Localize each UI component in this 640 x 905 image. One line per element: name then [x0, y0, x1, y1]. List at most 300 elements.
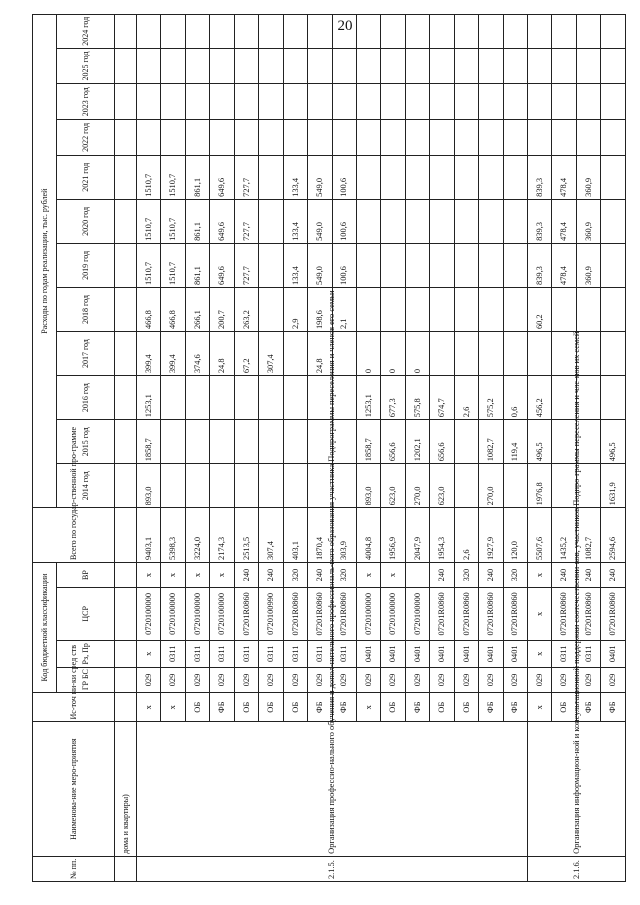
- total-cell: 5507,6: [528, 508, 552, 563]
- year-value-cell: [601, 84, 626, 120]
- year-value-cell: [405, 199, 429, 243]
- year-value-cell: [283, 464, 307, 508]
- vr-cell: 320: [332, 562, 356, 587]
- year-value-cell: [259, 464, 283, 508]
- grbs-cell: 029: [185, 667, 209, 692]
- year-value-cell: 656,6: [381, 420, 405, 464]
- rzpr-cell: 0401: [381, 640, 405, 667]
- year-value-cell: [308, 84, 332, 120]
- header-grbs: ГР БС: [57, 667, 115, 692]
- year-value-cell: [430, 332, 454, 376]
- year-value-cell: [405, 48, 429, 84]
- year-value-cell: [283, 84, 307, 120]
- year-value-cell: [185, 15, 209, 49]
- cell: [115, 199, 137, 243]
- year-value-cell: 478,4: [552, 155, 576, 199]
- rzpr-cell: х: [137, 640, 161, 667]
- year-value-cell: [259, 15, 283, 49]
- year-value-cell: [137, 120, 161, 156]
- header-year: 2017 год: [57, 332, 115, 376]
- year-value-cell: 263,2: [234, 287, 258, 331]
- header-name: Наименова-ние меро-приятия: [33, 722, 115, 856]
- year-value-cell: 1631,9: [601, 464, 626, 508]
- year-value-cell: [283, 48, 307, 84]
- year-value-cell: 1510,7: [161, 243, 185, 287]
- csr-cell: 07201R0860: [454, 588, 478, 640]
- year-value-cell: [601, 287, 626, 331]
- csr-cell: 07201R0860: [234, 588, 258, 640]
- year-value-cell: [454, 84, 478, 120]
- total-cell: 1082,7: [576, 508, 600, 563]
- cell: [115, 332, 137, 376]
- year-value-cell: 1510,7: [137, 155, 161, 199]
- year-value-cell: [405, 243, 429, 287]
- year-value-cell: [454, 464, 478, 508]
- source-cell: ОБ: [454, 693, 478, 722]
- year-value-cell: [479, 287, 503, 331]
- grbs-cell: 029: [259, 667, 283, 692]
- year-value-cell: [259, 199, 283, 243]
- grbs-cell: 029: [601, 667, 626, 692]
- year-value-cell: [161, 84, 185, 120]
- year-value-cell: [552, 48, 576, 84]
- year-value-cell: 360,9: [576, 243, 600, 287]
- year-value-cell: [234, 48, 258, 84]
- year-value-cell: [259, 84, 283, 120]
- year-value-cell: [356, 84, 380, 120]
- year-value-cell: [430, 84, 454, 120]
- year-value-cell: [161, 420, 185, 464]
- rzpr-cell: 0311: [576, 640, 600, 667]
- year-value-cell: 1510,7: [161, 155, 185, 199]
- source-cell: ФБ: [405, 693, 429, 722]
- year-value-cell: 399,4: [161, 332, 185, 376]
- grbs-cell: 029: [308, 667, 332, 692]
- year-value-cell: [479, 15, 503, 49]
- year-value-cell: [381, 243, 405, 287]
- csr-cell: 0720100000: [161, 588, 185, 640]
- source-cell: х: [356, 693, 380, 722]
- year-value-cell: [405, 287, 429, 331]
- vr-cell: 320: [454, 562, 478, 587]
- year-value-cell: 1253,1: [137, 376, 161, 420]
- year-value-cell: [601, 243, 626, 287]
- year-value-cell: [210, 464, 234, 508]
- source-cell: ОБ: [259, 693, 283, 722]
- csr-cell: 07201R0860: [308, 588, 332, 640]
- year-value-cell: 727,7: [234, 199, 258, 243]
- rzpr-cell: 0311: [234, 640, 258, 667]
- year-value-cell: [185, 120, 209, 156]
- grbs-cell: 029: [283, 667, 307, 692]
- total-cell: 9403,1: [137, 508, 161, 563]
- total-cell: 307,4: [259, 508, 283, 563]
- csr-cell: 07201R0860: [332, 588, 356, 640]
- vr-cell: х: [381, 562, 405, 587]
- year-value-cell: [454, 48, 478, 84]
- grbs-cell: 029: [234, 667, 258, 692]
- year-value-cell: 1858,7: [356, 420, 380, 464]
- grbs-cell: 029: [576, 667, 600, 692]
- year-value-cell: [503, 120, 527, 156]
- source-cell: ФБ: [503, 693, 527, 722]
- grbs-cell: 029: [405, 667, 429, 692]
- year-value-cell: [234, 420, 258, 464]
- year-value-cell: 2,9: [283, 287, 307, 331]
- rzpr-cell: 0311: [185, 640, 209, 667]
- year-value-cell: [479, 199, 503, 243]
- vr-cell: х: [210, 562, 234, 587]
- year-value-cell: [454, 420, 478, 464]
- year-value-cell: [332, 15, 356, 49]
- year-value-cell: [332, 120, 356, 156]
- year-value-cell: 266,1: [185, 287, 209, 331]
- header-year: 2020 год: [57, 199, 115, 243]
- csr-cell: 07201R0860: [601, 588, 626, 640]
- year-value-cell: 119,4: [503, 420, 527, 464]
- source-cell: ОБ: [283, 693, 307, 722]
- year-value-cell: 839,3: [528, 243, 552, 287]
- year-value-cell: 649,6: [210, 199, 234, 243]
- rzpr-cell: 0311: [283, 640, 307, 667]
- cell: [115, 856, 137, 881]
- vr-cell: х: [137, 562, 161, 587]
- year-value-cell: [259, 155, 283, 199]
- year-value-cell: [137, 48, 161, 84]
- year-value-cell: [234, 84, 258, 120]
- vr-cell: 240: [430, 562, 454, 587]
- csr-cell: 0720100000: [405, 588, 429, 640]
- year-value-cell: [185, 420, 209, 464]
- header-no: № пп.: [33, 856, 115, 881]
- total-cell: 1956,9: [381, 508, 405, 563]
- header-year: 2025 год: [57, 48, 115, 84]
- year-value-cell: [601, 48, 626, 84]
- year-value-cell: 1510,7: [137, 243, 161, 287]
- year-value-cell: [332, 48, 356, 84]
- grbs-cell: 029: [552, 667, 576, 692]
- year-value-cell: [454, 332, 478, 376]
- year-value-cell: 360,9: [576, 155, 600, 199]
- header-year: 2024 год: [57, 15, 115, 49]
- year-value-cell: [137, 15, 161, 49]
- year-value-cell: [601, 199, 626, 243]
- year-value-cell: [479, 332, 503, 376]
- year-value-cell: [283, 15, 307, 49]
- year-value-cell: [381, 155, 405, 199]
- vr-cell: х: [356, 562, 380, 587]
- year-value-cell: [332, 84, 356, 120]
- csr-cell: 0720100000: [356, 588, 380, 640]
- year-value-cell: 374,6: [185, 332, 209, 376]
- year-value-cell: [430, 155, 454, 199]
- year-value-cell: 496,5: [528, 420, 552, 464]
- header-vr: ВР: [57, 562, 115, 587]
- total-cell: 1435,2: [552, 508, 576, 563]
- source-cell: х: [528, 693, 552, 722]
- header-year: 2016 год: [57, 376, 115, 420]
- year-value-cell: [430, 243, 454, 287]
- year-value-cell: 133,4: [283, 199, 307, 243]
- year-value-cell: [430, 199, 454, 243]
- year-value-cell: [454, 155, 478, 199]
- year-value-cell: [185, 48, 209, 84]
- year-value-cell: 861,1: [185, 243, 209, 287]
- cell: [115, 693, 137, 722]
- year-value-cell: [161, 15, 185, 49]
- budget-table: [32, 14, 626, 882]
- source-cell: ОБ: [381, 693, 405, 722]
- rzpr-cell: 0311: [161, 640, 185, 667]
- year-value-cell: [405, 155, 429, 199]
- year-value-cell: 466,8: [161, 287, 185, 331]
- continuation-row: [115, 15, 137, 882]
- header-budget-classification: Код бюджетной классификации: [33, 562, 57, 692]
- year-value-cell: [528, 84, 552, 120]
- total-cell: 2047,9: [405, 508, 429, 563]
- rzpr-cell: 0401: [503, 640, 527, 667]
- year-value-cell: [381, 287, 405, 331]
- year-value-cell: 674,7: [430, 376, 454, 420]
- csr-cell: 07201R0860: [283, 588, 307, 640]
- year-value-cell: [308, 15, 332, 49]
- year-value-cell: [259, 287, 283, 331]
- year-value-cell: [356, 287, 380, 331]
- year-value-cell: [430, 48, 454, 84]
- year-value-cell: [552, 287, 576, 331]
- year-value-cell: 623,0: [381, 464, 405, 508]
- vr-cell: х: [528, 562, 552, 587]
- year-value-cell: 496,5: [601, 420, 626, 464]
- header-source: Ис-точ ни-ки сред ств: [33, 693, 115, 722]
- header-year: 2021 год: [57, 155, 115, 199]
- year-value-cell: [234, 15, 258, 49]
- header-rzpr: Рз, Пр: [57, 640, 115, 667]
- year-value-cell: [503, 464, 527, 508]
- header-expenses: Расходы по годам реализации, тыс. рублей: [33, 15, 57, 508]
- vr-cell: х: [161, 562, 185, 587]
- cell: [115, 508, 137, 563]
- year-value-cell: 270,0: [405, 464, 429, 508]
- cell: [115, 420, 137, 464]
- vr-cell: 240: [259, 562, 283, 587]
- year-value-cell: [528, 120, 552, 156]
- year-value-cell: [479, 243, 503, 287]
- year-value-cell: [381, 120, 405, 156]
- total-cell: 2174,3: [210, 508, 234, 563]
- year-value-cell: 0: [405, 332, 429, 376]
- total-cell: 403,1: [283, 508, 307, 563]
- year-value-cell: 2,6: [454, 376, 478, 420]
- year-value-cell: [356, 15, 380, 49]
- year-value-cell: 1253,1: [356, 376, 380, 420]
- year-value-cell: [137, 84, 161, 120]
- total-cell: 2,6: [454, 508, 478, 563]
- year-value-cell: [503, 155, 527, 199]
- year-value-cell: [430, 120, 454, 156]
- year-value-cell: 727,7: [234, 155, 258, 199]
- year-value-cell: [234, 464, 258, 508]
- section-name: Организация информацион-ной и консультационной поддержки соотечественни-ков, участников Подпро-граммы переселения и чле-нов их семей: [528, 722, 626, 856]
- year-value-cell: 893,0: [356, 464, 380, 508]
- cell: [115, 588, 137, 640]
- year-value-cell: 456,2: [528, 376, 552, 420]
- year-value-cell: [259, 420, 283, 464]
- total-cell: 1954,3: [430, 508, 454, 563]
- source-cell: ОБ: [185, 693, 209, 722]
- year-value-cell: 649,6: [210, 155, 234, 199]
- year-value-cell: [479, 48, 503, 84]
- year-value-cell: [283, 120, 307, 156]
- year-value-cell: [185, 376, 209, 420]
- year-value-cell: 656,6: [430, 420, 454, 464]
- year-value-cell: [405, 84, 429, 120]
- rzpr-cell: 0311: [552, 640, 576, 667]
- year-value-cell: [356, 243, 380, 287]
- year-value-cell: 893,0: [137, 464, 161, 508]
- continuation-text: дома и квартиры): [115, 722, 137, 856]
- cell: [115, 15, 137, 49]
- page-number: 20: [337, 18, 353, 34]
- year-value-cell: [283, 376, 307, 420]
- year-value-cell: 549,0: [308, 243, 332, 287]
- rzpr-cell: 0311: [332, 640, 356, 667]
- total-cell: 303,9: [332, 508, 356, 563]
- year-value-cell: [259, 120, 283, 156]
- year-value-cell: [503, 84, 527, 120]
- year-value-cell: [601, 332, 626, 376]
- csr-cell: х: [528, 588, 552, 640]
- cell: [115, 48, 137, 84]
- total-cell: 4004,8: [356, 508, 380, 563]
- year-value-cell: 1202,1: [405, 420, 429, 464]
- year-value-cell: [576, 15, 600, 49]
- year-value-cell: 60,2: [528, 287, 552, 331]
- year-value-cell: 360,9: [576, 199, 600, 243]
- cell: [115, 120, 137, 156]
- year-value-cell: 67,2: [234, 332, 258, 376]
- year-value-cell: [161, 48, 185, 84]
- year-value-cell: [528, 332, 552, 376]
- year-value-cell: [405, 15, 429, 49]
- cell: [115, 243, 137, 287]
- csr-cell: 07201R0860: [430, 588, 454, 640]
- year-value-cell: 861,1: [185, 199, 209, 243]
- year-value-cell: [381, 84, 405, 120]
- grbs-cell: 029: [210, 667, 234, 692]
- source-cell: х: [161, 693, 185, 722]
- year-value-cell: [552, 120, 576, 156]
- year-value-cell: [503, 287, 527, 331]
- csr-cell: 07201R0860: [552, 588, 576, 640]
- grbs-cell: 029: [479, 667, 503, 692]
- year-value-cell: [210, 15, 234, 49]
- total-cell: 2513,5: [234, 508, 258, 563]
- year-value-cell: [601, 155, 626, 199]
- year-value-cell: 100,6: [332, 243, 356, 287]
- year-value-cell: [503, 332, 527, 376]
- header-year: 2022 год: [57, 120, 115, 156]
- year-value-cell: [185, 464, 209, 508]
- year-value-cell: [430, 15, 454, 49]
- year-value-cell: 133,4: [283, 243, 307, 287]
- source-cell: ФБ: [308, 693, 332, 722]
- source-cell: ФБ: [210, 693, 234, 722]
- header-year: 2018 год: [57, 287, 115, 331]
- year-value-cell: [161, 376, 185, 420]
- year-value-cell: [552, 84, 576, 120]
- year-value-cell: 133,4: [283, 155, 307, 199]
- year-value-cell: 0: [356, 332, 380, 376]
- source-cell: х: [137, 693, 161, 722]
- grbs-cell: 029: [430, 667, 454, 692]
- year-value-cell: [552, 15, 576, 49]
- vr-cell: 240: [479, 562, 503, 587]
- year-value-cell: 677,3: [381, 376, 405, 420]
- year-value-cell: [479, 84, 503, 120]
- rzpr-cell: 0401: [601, 640, 626, 667]
- rzpr-cell: 0401: [454, 640, 478, 667]
- year-value-cell: 839,3: [528, 199, 552, 243]
- year-value-cell: 307,4: [259, 332, 283, 376]
- year-value-cell: 861,1: [185, 155, 209, 199]
- header-year: 2015 год: [57, 420, 115, 464]
- year-value-cell: [259, 48, 283, 84]
- year-value-cell: 839,3: [528, 155, 552, 199]
- year-value-cell: 399,4: [137, 332, 161, 376]
- vr-cell: 320: [503, 562, 527, 587]
- year-value-cell: 478,4: [552, 199, 576, 243]
- year-value-cell: [503, 199, 527, 243]
- rzpr-cell: х: [528, 640, 552, 667]
- year-value-cell: [210, 48, 234, 84]
- year-value-cell: [283, 420, 307, 464]
- year-value-cell: 1976,8: [528, 464, 552, 508]
- year-value-cell: 1510,7: [137, 199, 161, 243]
- grbs-cell: 029: [356, 667, 380, 692]
- source-cell: ОБ: [430, 693, 454, 722]
- total-cell: 120,0: [503, 508, 527, 563]
- year-value-cell: [503, 243, 527, 287]
- csr-cell: 0720100000: [210, 588, 234, 640]
- year-value-cell: [576, 120, 600, 156]
- year-value-cell: [430, 287, 454, 331]
- vr-cell: 240: [552, 562, 576, 587]
- year-value-cell: [454, 199, 478, 243]
- table-row: [528, 15, 552, 882]
- year-value-cell: [528, 15, 552, 49]
- year-value-cell: [210, 376, 234, 420]
- rzpr-cell: 0311: [259, 640, 283, 667]
- header-year: 2014 год: [57, 464, 115, 508]
- vr-cell: [405, 562, 429, 587]
- year-value-cell: [210, 420, 234, 464]
- csr-cell: 0720100000: [381, 588, 405, 640]
- year-value-cell: [381, 48, 405, 84]
- total-cell: 5398,3: [161, 508, 185, 563]
- year-value-cell: [576, 287, 600, 331]
- vr-cell: 320: [283, 562, 307, 587]
- table-body: [115, 15, 626, 882]
- year-value-cell: [234, 120, 258, 156]
- vr-cell: 240: [308, 562, 332, 587]
- year-value-cell: 575,8: [405, 376, 429, 420]
- grbs-cell: 029: [381, 667, 405, 692]
- rzpr-cell: 0401: [479, 640, 503, 667]
- year-value-cell: [234, 376, 258, 420]
- cell: [115, 84, 137, 120]
- csr-cell: 07201R0860: [503, 588, 527, 640]
